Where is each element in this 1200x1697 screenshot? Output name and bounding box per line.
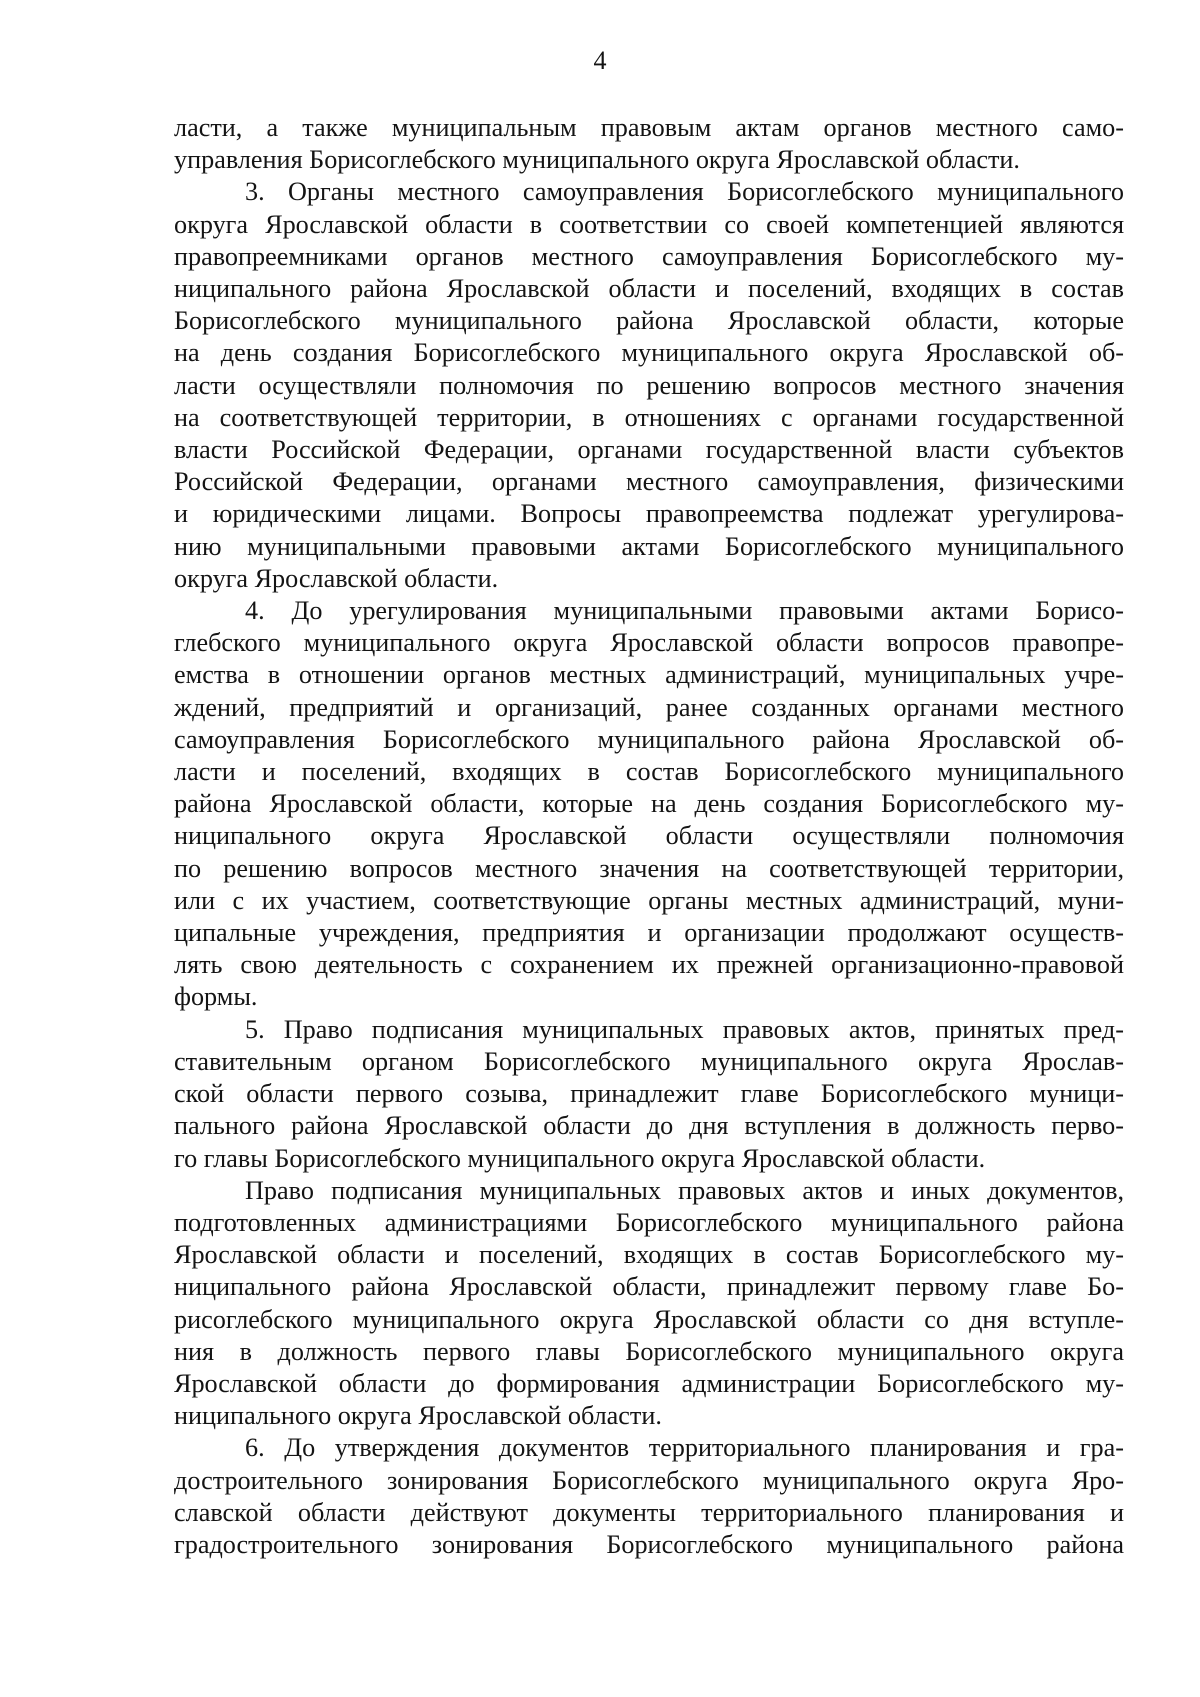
text-line: ласти и поселений, входящих в состав Борисоглебского муниципального	[174, 757, 1124, 787]
text-line: округа Ярославской области.	[174, 563, 499, 593]
text-line: ниципального округа Ярославской области.	[174, 1401, 662, 1431]
paragraph-3	[174, 176, 1124, 595]
text-line: ласти осуществляли полномочия по решению вопросов местного значения	[174, 370, 1124, 400]
text-line: 6. До утверждения документов территориального планирования и гра-	[245, 1433, 1124, 1463]
text-line: го главы Борисоглебского муниципального округа Ярославской области.	[174, 1143, 986, 1173]
text-line: по решению вопросов местного значения на соответствующей территории,	[174, 853, 1124, 883]
paragraph-5-continued	[174, 1175, 1124, 1433]
text-line: Российской Федерации, органами местного самоуправления, физическими	[174, 467, 1124, 497]
text-line: округа Ярославской области в соответствии со своей компетенцией являются	[174, 209, 1124, 239]
text-line: ской области первого созыва, принадлежит главе Борисоглебского муници-	[174, 1079, 1124, 1109]
paragraph-4	[174, 595, 1124, 1014]
text-line: глебского муниципального округа Ярославской области вопросов правопре-	[174, 628, 1124, 658]
text-line: ниципального района Ярославской области, принадлежит первому главе Бо-	[174, 1272, 1124, 1302]
text-line: правопреемниками органов местного самоуправления Борисоглебского му-	[174, 241, 1124, 271]
text-line: на соответствующей территории, в отношениях с органами государственной	[174, 402, 1124, 432]
text-line: самоуправления Борисоглебского муниципального района Ярославской об-	[174, 724, 1124, 754]
text-line: на день создания Борисоглебского муниципального округа Ярославской об-	[174, 338, 1124, 368]
text-line: ниципального округа Ярославской области осуществляли полномочия	[174, 821, 1124, 851]
text-line: подготовленных администрациями Борисоглебского муниципального района	[174, 1207, 1124, 1237]
text-line: достроительного зонирования Борисоглебского муниципального округа Яро-	[174, 1465, 1124, 1495]
text-line: лять свою деятельность с сохранением их прежней организационно-правовой	[174, 950, 1124, 980]
text-line: района Ярославской области, которые на день создания Борисоглебского му-	[174, 789, 1124, 819]
text-line: нию муниципальными правовыми актами Борисоглебского муниципального	[174, 531, 1124, 561]
text-line: ставительным органом Борисоглебского муниципального округа Ярослав-	[174, 1046, 1124, 1076]
text-line: и юридическими лицами. Вопросы правопреемства подлежат урегулирова-	[174, 499, 1124, 529]
text-line: пального района Ярославской области до дня вступления в должность перво-	[174, 1111, 1124, 1141]
text-line: Борисоглебского муниципального района Ярославской области, которые	[174, 306, 1124, 336]
text-line: формы.	[174, 982, 258, 1012]
text-line: 5. Право подписания муниципальных правовых актов, принятых пред-	[245, 1014, 1124, 1044]
text-line: ния в должность первого главы Борисоглебского муниципального округа	[174, 1336, 1124, 1366]
text-line: или с их участием, соответствующие органы местных администраций, муни-	[174, 885, 1124, 915]
paragraph-continuation	[174, 112, 1124, 176]
text-line: власти Российской Федерации, органами государственной власти субъектов	[174, 435, 1124, 465]
text-line: Ярославской области до формирования администрации Борисоглебского му-	[174, 1368, 1124, 1398]
text-line: управления Борисоглебского муниципального округа Ярославской области.	[174, 145, 1020, 175]
text-line: 3. Органы местного самоуправления Борисоглебского муниципального	[245, 177, 1124, 207]
paragraph-6	[174, 1432, 1124, 1561]
text-line: ласти, а также муниципальным правовым актам органов местного само-	[174, 113, 1124, 142]
paragraph-5	[174, 1014, 1124, 1175]
text-line: славской области действуют документы территориального планирования и	[174, 1497, 1124, 1527]
text-line: 4. До урегулирования муниципальными правовыми актами Борисо-	[245, 596, 1124, 626]
document-body	[174, 112, 1124, 1561]
text-line: ципальные учреждения, предприятия и организации продолжают осуществ-	[174, 918, 1124, 948]
text-line: ниципального района Ярославской области и поселений, входящих в состав	[174, 274, 1124, 304]
text-line: емства в отношении органов местных администраций, муниципальных учре-	[174, 660, 1124, 690]
text-line: ждений, предприятий и организаций, ранее созданных органами местного	[174, 692, 1124, 722]
text-line: рисоглебского муниципального округа Ярославской области со дня вступле-	[174, 1304, 1124, 1334]
text-line: Право подписания муниципальных правовых актов и иных документов,	[245, 1175, 1124, 1205]
page-number: 4	[593, 46, 607, 75]
text-line: Ярославской области и поселений, входящих в состав Борисоглебского му-	[174, 1240, 1124, 1270]
text-line: градостроительного зонирования Борисоглебского муниципального района	[174, 1529, 1124, 1559]
